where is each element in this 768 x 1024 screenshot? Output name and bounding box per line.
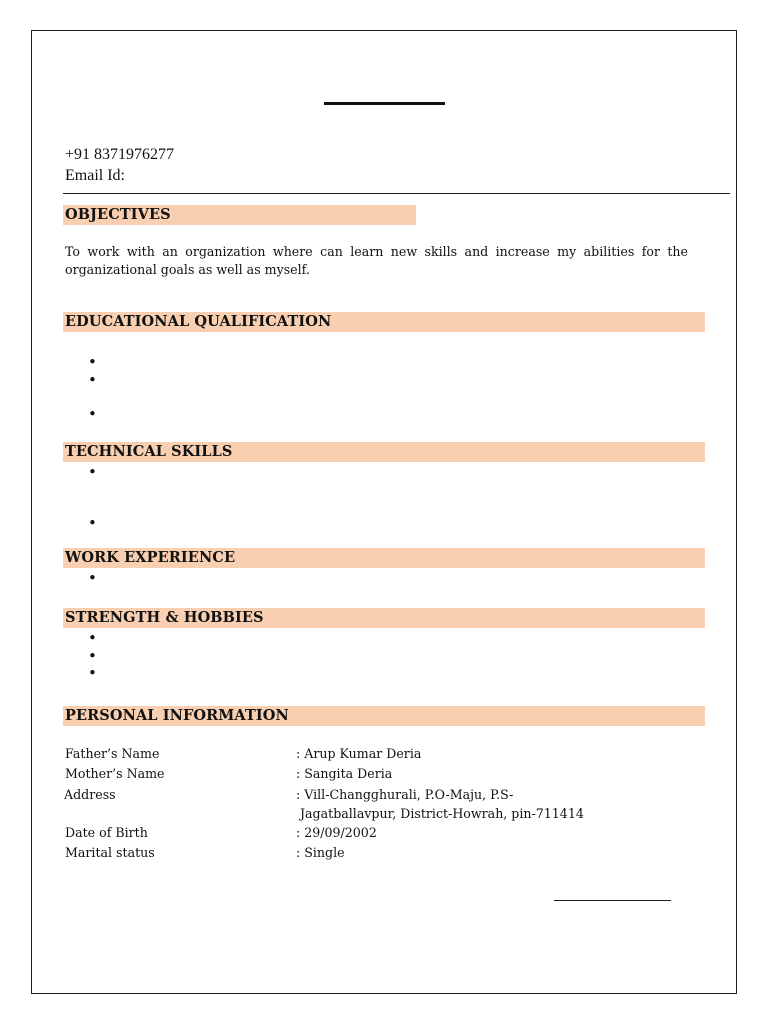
section-objectives: OBJECTIVES: [63, 205, 416, 225]
fathers-name-label: Father’s Name: [65, 746, 160, 761]
mothers-name-label: Mother’s Name: [65, 766, 165, 781]
dob-label: Date of Birth: [65, 825, 148, 840]
dob-value: : 29/09/2002: [296, 825, 377, 840]
fathers-name-value: : Arup Kumar Deria: [296, 746, 422, 761]
address-label: Address: [64, 787, 116, 802]
strength-bullet: •: [88, 629, 97, 647]
section-work-experience: WORK EXPERIENCE: [63, 548, 705, 568]
education-bullet: •: [88, 353, 97, 371]
address-line-1: : Vill-Changghurali, P.O-Maju, P.S-: [296, 787, 514, 802]
technical-bullet: •: [88, 514, 97, 532]
work-bullet: •: [88, 569, 97, 587]
name-underline: [324, 102, 445, 105]
strength-bullet: •: [88, 647, 97, 665]
section-educational-qualification: EDUCATIONAL QUALIFICATION: [63, 312, 705, 332]
section-personal-information: PERSONAL INFORMATION: [63, 706, 705, 726]
marital-status-label: Marital status: [65, 845, 155, 860]
phone-number: +91 8371976277: [65, 146, 175, 163]
header-divider: [63, 193, 730, 194]
strength-bullet: •: [88, 664, 97, 682]
section-technical-skills: TECHNICAL SKILLS: [63, 442, 705, 462]
email-label: Email Id:: [65, 167, 125, 184]
section-strength-hobbies: STRENGTH & HOBBIES: [63, 608, 705, 628]
education-bullet: •: [88, 371, 97, 389]
technical-bullet: •: [88, 463, 97, 481]
mothers-name-value: : Sangita Deria: [296, 766, 393, 781]
objective-text: To work with an organization where can learn new skills and increase my abilities for the organizational goals as well as myself.: [65, 244, 688, 277]
address-line-2: Jagatballavpur, District-Howrah, pin-711414: [300, 806, 584, 821]
signature-line: [554, 900, 671, 901]
education-bullet: •: [88, 405, 97, 423]
marital-status-value: : Single: [296, 845, 345, 860]
